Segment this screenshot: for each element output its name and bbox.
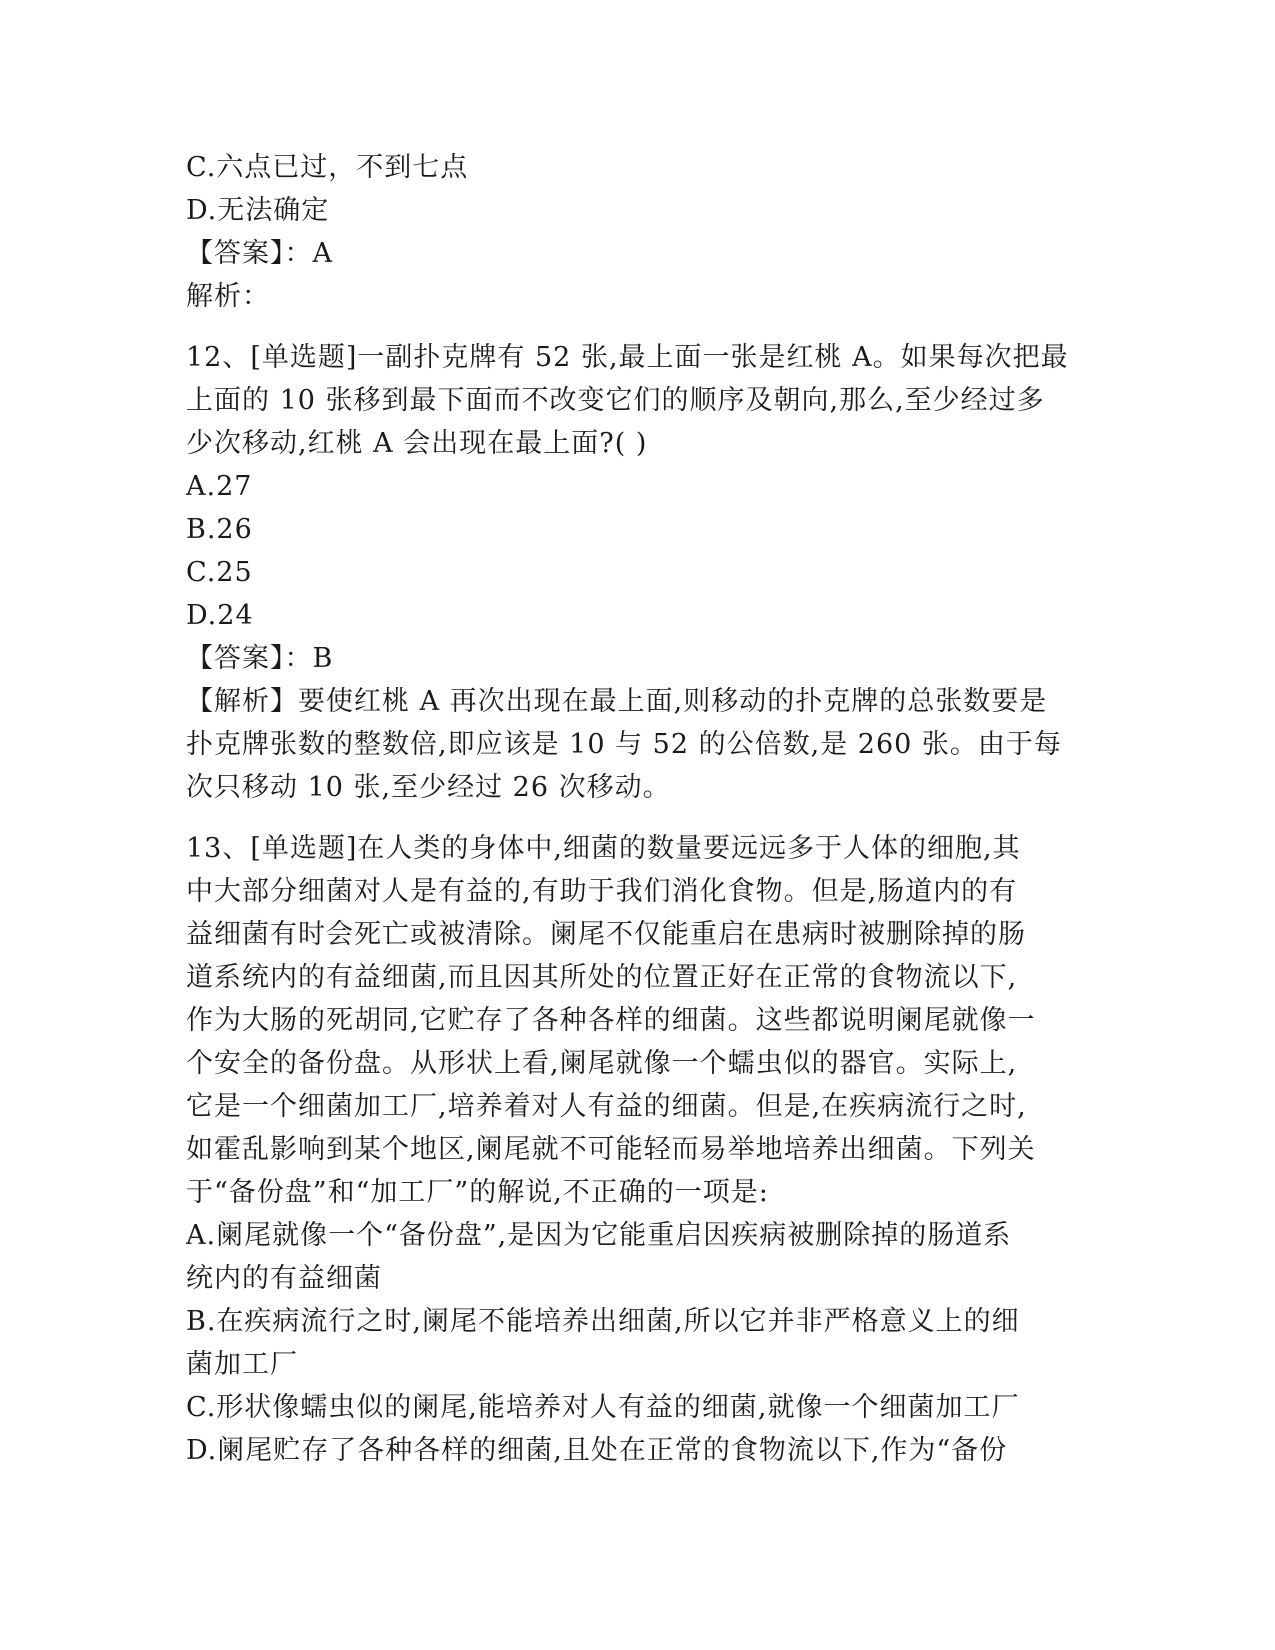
question-stem-line: 作为大肠的死胡同,它贮存了各种各样的细菌。这些都说明阑尾就像一: [186, 1005, 1036, 1036]
question-stem-line: 上面的 10 张移到最下面而不改变它们的顺序及朝向,那么,至少经过多: [186, 385, 1045, 416]
option-c: C.六点已过，不到七点: [186, 152, 469, 183]
document-page: [186, 146, 1086, 1472]
question-stem-line: 益细菌有时会死亡或被清除。阑尾不仅能重启在患病时被删除掉的肠: [186, 919, 1026, 950]
option-b: B.在疾病流行之时,阑尾不能培养出细菌,所以它并非严格意义上的细: [186, 1306, 1020, 1337]
question-stem-line: 13、[单选题]在人类的身体中,细菌的数量要远远多于人体的细胞,其: [186, 833, 1021, 864]
option-a: A.27: [186, 471, 253, 502]
question-13: [186, 827, 1086, 1472]
option-b-continued: 菌加工厂: [186, 1349, 298, 1380]
analysis-line: 次只移动 10 张,至少经过 26 次移动。: [186, 772, 671, 803]
analysis-line: 【解析】要使红桃 A 再次出现在最上面,则移动的扑克牌的总张数要是: [186, 686, 1048, 717]
option-b: B.26: [186, 514, 253, 545]
option-c: C.形状像蠕虫似的阑尾,能培养对人有益的细菌,就像一个细菌加工厂: [186, 1392, 1020, 1423]
question-stem-line: 道系统内的有益细菌,而且因其所处的位置正好在正常的食物流以下,: [186, 962, 1018, 993]
option-d: D.无法确定: [186, 195, 330, 226]
question-stem-line: 少次移动,红桃 A 会出现在最上面?( ): [186, 428, 648, 459]
question-stem-line: 它是一个细菌加工厂,培养着对人有益的细菌。但是,在疾病流行之时,: [186, 1091, 1027, 1122]
question-stem-line: 如霍乱影响到某个地区,阑尾就不可能轻而易举地培养出细菌。下列关: [186, 1134, 1036, 1165]
option-a: A.阑尾就像一个“备份盘”,是因为它能重启因疾病被删除掉的肠道系: [186, 1220, 1012, 1251]
answer: 【答案】：B: [186, 643, 334, 674]
option-d: D.24: [186, 600, 254, 631]
option-c: C.25: [186, 557, 253, 588]
question-stem-line: 中大部分细菌对人是有益的,有助于我们消化食物。但是,肠道内的有: [186, 876, 1018, 907]
question-12: [186, 336, 1086, 809]
q11-tail: [186, 146, 1086, 318]
option-d: D.阑尾贮存了各种各样的细菌,且处在正常的食物流以下,作为“备份: [186, 1435, 1008, 1466]
question-stem-line: 个安全的备份盘。从形状上看,阑尾就像一个蠕虫似的器官。实际上,: [186, 1048, 1018, 1079]
question-stem-line: 12、[单选题]一副扑克牌有 52 张,最上面一张是红桃 A。如果每次把最: [186, 342, 1069, 373]
analysis-line: 扑克牌张数的整数倍,即应该是 10 与 52 的公倍数,是 260 张。由于每: [186, 729, 1062, 760]
answer: 【答案】：A: [186, 238, 333, 269]
option-a-continued: 统内的有益细菌: [186, 1263, 382, 1294]
question-stem-line: 于“备份盘”和“加工厂”的解说,不正确的一项是:: [186, 1177, 769, 1208]
analysis-label: 解析：: [186, 281, 270, 312]
